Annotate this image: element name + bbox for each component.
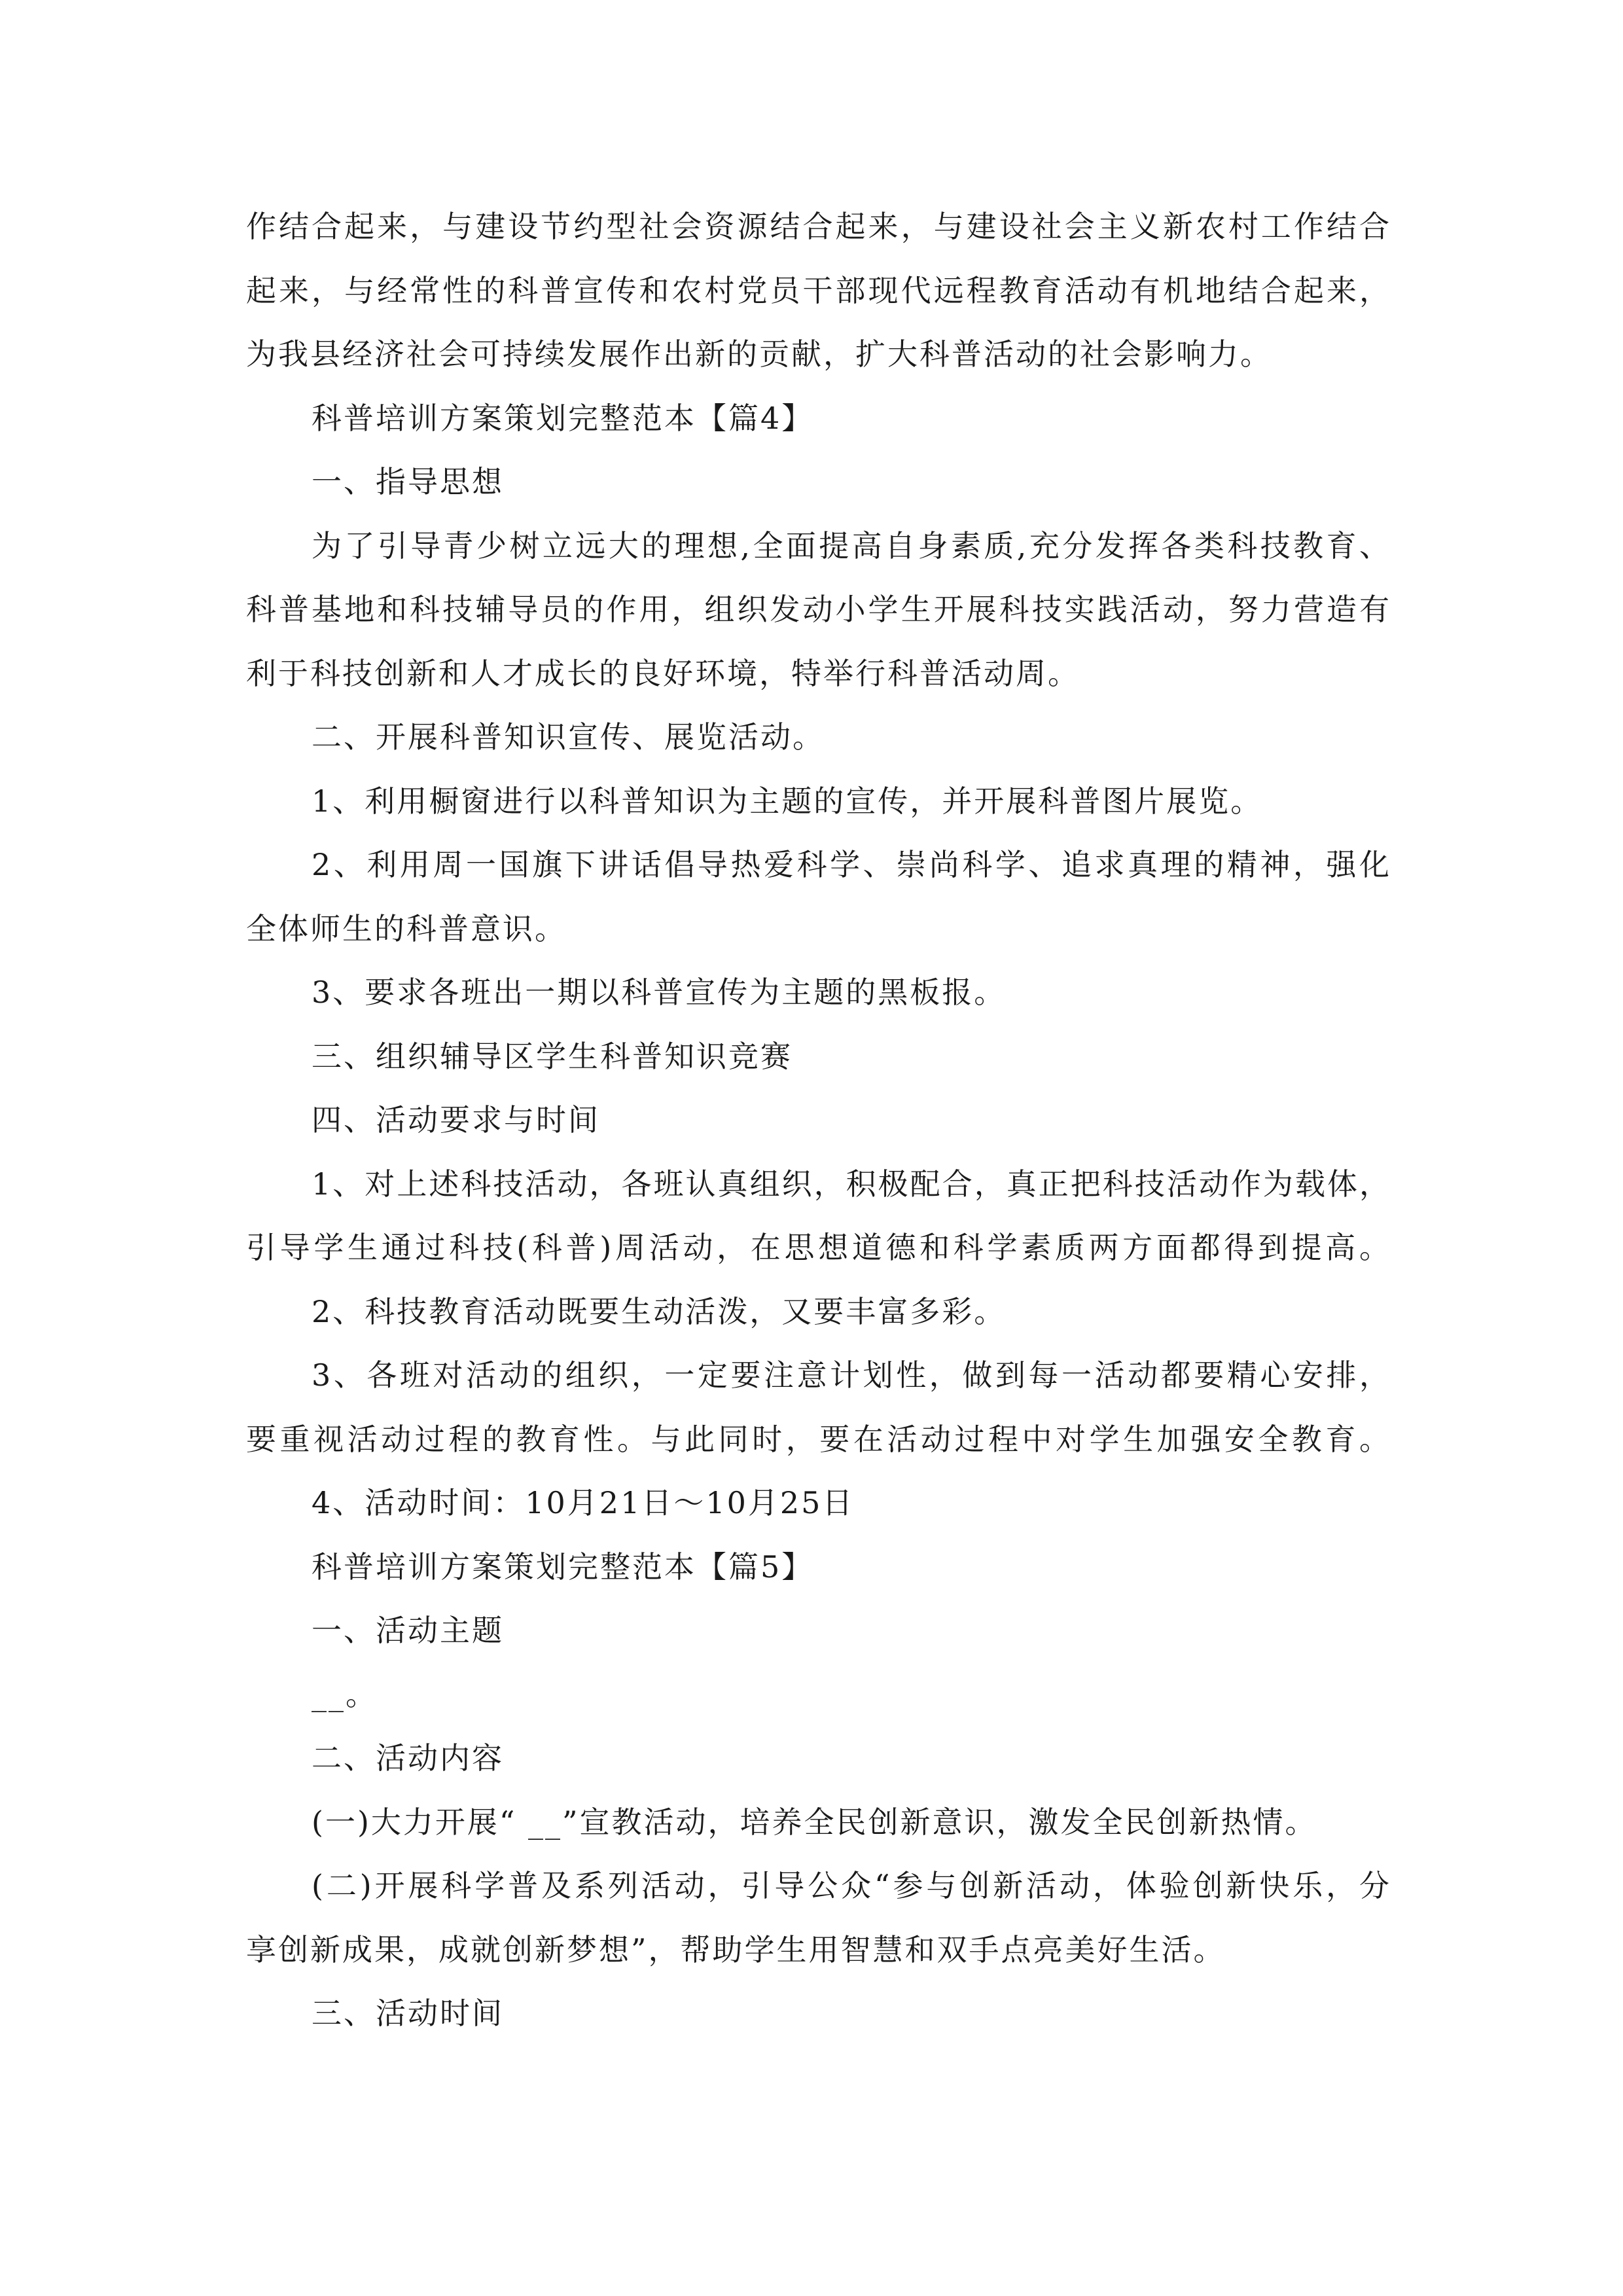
text-line: 2、利用周一国旗下讲话倡导热爱科学、崇尚科学、追求真理的精神，强化 <box>312 847 1391 882</box>
text-line: 科普基地和科技辅导员的作用，组织发动小学生开展科技实践活动，努力营造有 <box>246 592 1391 627</box>
text-line: 一、指导思想 <box>312 464 504 499</box>
text-line: 1、对上述科技活动，各班认真组织，积极配合，真正把科技活动作为载体， <box>312 1166 1391 1202</box>
text-line: 引导学生通过科技(科普)周活动，在思想道德和科学素质两方面都得到提高。 <box>246 1230 1391 1265</box>
text-line: 4、活动时间：10月21日～10月25日 <box>312 1485 855 1520</box>
text-line: 四、活动要求与时间 <box>312 1102 600 1138</box>
text-line: __。 <box>312 1676 378 1712</box>
text-line: 2、科技教育活动既要生动活泼，又要丰富多彩。 <box>312 1293 1007 1329</box>
text-line: 二、活动内容 <box>312 1740 504 1776</box>
text-line: 作结合起来，与建设节约型社会资源结合起来，与建设社会主义新农村工作结合 <box>246 209 1391 244</box>
text-line: 3、各班对活动的组织，一定要注意计划性，做到每一活动都要精心安排， <box>312 1357 1391 1393</box>
text-line: 全体师生的科普意识。 <box>246 910 567 946</box>
text-line: 3、要求各班出一期以科普宣传为主题的黑板报。 <box>312 975 1007 1010</box>
text-line: 科普培训方案策划完整范本【篇4】 <box>312 400 814 436</box>
document-body <box>246 195 1391 2046</box>
text-line: 为我县经济社会可持续发展作出新的贡献，扩大科普活动的社会影响力。 <box>246 336 1272 372</box>
text-line: 科普培训方案策划完整范本【篇5】 <box>312 1549 814 1585</box>
text-line: 三、活动时间 <box>312 1996 504 2031</box>
text-line: 二、开展科普知识宣传、展览活动。 <box>312 719 825 755</box>
text-line: 为了引导青少树立远大的理想,全面提高自身素质,充分发挥各类科技教育、 <box>312 528 1391 564</box>
text-line: (一)大力开展“ __”宣教活动，培养全民创新意识，激发全民创新热情。 <box>312 1804 1317 1840</box>
text-line: 享创新成果，成就创新梦想”，帮助学生用智慧和双手点亮美好生活。 <box>246 1931 1226 1967</box>
text-line: 三、组织辅导区学生科普知识竞赛 <box>312 1038 793 1074</box>
text-line: 1、利用橱窗进行以科普知识为主题的宣传，并开展科普图片展览。 <box>312 783 1263 819</box>
text-line: 起来，与经常性的科普宣传和农村党员干部现代远程教育活动有机地结合起来， <box>246 272 1391 308</box>
text-line: 利于科技创新和人才成长的良好环境，特举行科普活动周。 <box>246 655 1080 691</box>
text-line: (二)开展科学普及系列活动，引导公众“参与创新活动，体验创新快乐，分 <box>312 1868 1391 1903</box>
text-line: 一、活动主题 <box>312 1613 504 1648</box>
text-line: 要重视活动过程的教育性。与此同时，要在活动过程中对学生加强安全教育。 <box>246 1421 1391 1457</box>
